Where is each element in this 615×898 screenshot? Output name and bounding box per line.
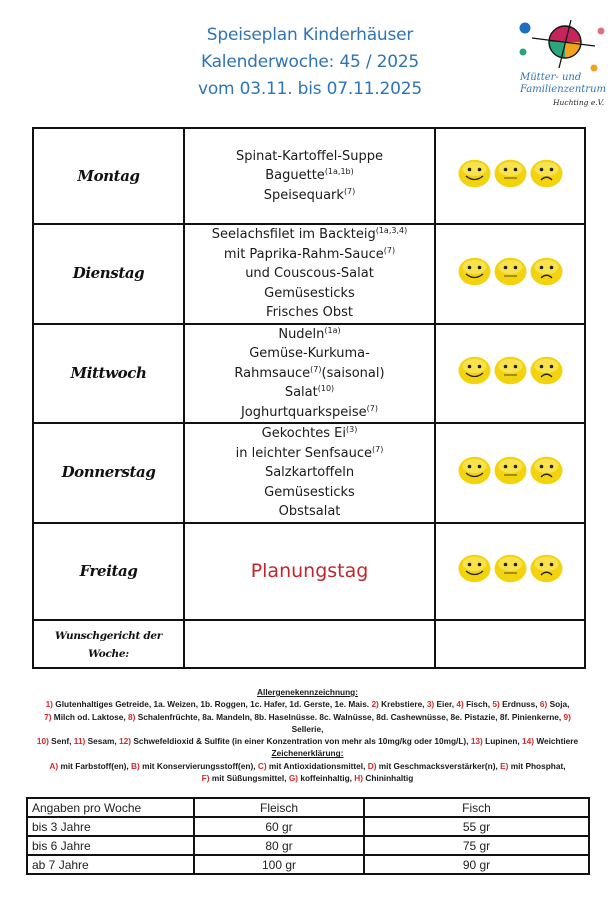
- wish-dish-label: Wunschgericht der Woche:: [54, 629, 163, 660]
- allergen-code: (1a): [324, 325, 341, 335]
- smiley-happy-icon[interactable]: [458, 456, 491, 490]
- legend-key: E): [500, 760, 509, 771]
- smiley-sad-icon[interactable]: [530, 356, 563, 390]
- dish-list: [185, 147, 434, 206]
- smiley-neutral-icon[interactable]: [494, 456, 527, 490]
- portion-header-cell: Angaben pro Woche: [27, 798, 194, 817]
- dish-item: [185, 186, 434, 206]
- legend-value: mit Konservierungsstoff(en),: [142, 760, 256, 771]
- dishes-cell: [184, 423, 435, 523]
- calendar-week: Kalenderwoche: 45 / 2025: [200, 52, 420, 72]
- day-cell: [33, 324, 184, 424]
- dish-note: (saisonal): [321, 365, 385, 381]
- day-cell: [33, 423, 184, 523]
- day-label: Montag: [77, 166, 140, 185]
- dishes-cell: [184, 324, 435, 424]
- dish-name: mit Paprika-Rahm-Sauce: [223, 246, 384, 262]
- legend-value: Eier,: [436, 699, 455, 710]
- dish-item: [185, 245, 434, 265]
- dish-item: [185, 225, 434, 245]
- smiley-neutral-icon[interactable]: [494, 159, 527, 193]
- legend-key: 7): [44, 711, 52, 722]
- legend-key: 11): [73, 736, 86, 747]
- portion-row: [27, 836, 589, 855]
- rating-smileys: [436, 456, 584, 490]
- dish-name: Speisequark: [263, 187, 344, 203]
- dish-name: Baguette: [265, 168, 325, 184]
- dish-name: Gemüse-Kurkuma-: [249, 346, 370, 361]
- portion-cell: ab 7 Jahre: [27, 855, 194, 874]
- wish-dish-row: [33, 620, 585, 668]
- dish-item: [185, 147, 434, 167]
- allergen-code: (7): [343, 186, 356, 196]
- legend-line: [0, 711, 615, 723]
- dish-item: [185, 303, 434, 323]
- day-label: Donnerstag: [61, 463, 156, 482]
- portion-row: [27, 817, 589, 836]
- rating-smileys: [436, 554, 584, 588]
- planning-day-label: Planungstag: [250, 560, 369, 582]
- dish-name: in leichter Senfsauce: [235, 445, 372, 461]
- dish-item: [185, 325, 434, 345]
- dish-item: [185, 344, 434, 364]
- legend-key: F): [201, 773, 210, 784]
- page-title: Speiseplan Kinderhäuser: [206, 25, 414, 45]
- legend-key: G): [288, 773, 299, 784]
- legend-line: [0, 698, 615, 710]
- portion-table: [26, 797, 590, 875]
- wish-dish-field[interactable]: [184, 620, 435, 668]
- legend-key: B): [131, 760, 140, 771]
- portion-cell: 90 gr: [364, 855, 589, 874]
- rating-cell: [435, 128, 585, 224]
- dish-item: [185, 424, 434, 444]
- dish-list: [185, 225, 434, 323]
- dish-name: Joghurtquarkspeise: [240, 404, 367, 420]
- portion-cell: 80 gr: [194, 836, 364, 855]
- dishes-cell: [184, 224, 435, 324]
- dishes-cell: [184, 128, 435, 224]
- portion-cell: bis 3 Jahre: [27, 817, 194, 836]
- dish-item: [185, 364, 434, 384]
- portion-row: [27, 855, 589, 874]
- menu-row-donnerstag: [33, 423, 585, 523]
- legend-value: mit Geschmacksverstärker(n),: [378, 760, 498, 771]
- legend-value: Erdnuss,: [502, 699, 538, 710]
- dish-item: [185, 502, 434, 522]
- smiley-happy-icon[interactable]: [458, 257, 491, 291]
- allergen-code: (7): [366, 403, 379, 413]
- dish-name: Salat: [284, 385, 318, 400]
- menu-row-mittwoch: [33, 324, 585, 424]
- dish-name: Nudeln: [278, 326, 325, 342]
- portion-cell: 60 gr: [194, 817, 364, 836]
- dish-item: [185, 166, 434, 186]
- portion-cell: 100 gr: [194, 855, 364, 874]
- legend-key: H): [354, 773, 364, 784]
- smiley-happy-icon[interactable]: [458, 554, 491, 588]
- smiley-sad-icon[interactable]: [530, 257, 563, 291]
- legend-value: Glutenhaltiges Getreide, 1a. Weizen, 1b. Roggen, 1c. Hafer, 1d. Gerste, 1e. Mais.: [55, 699, 370, 710]
- smiley-neutral-icon[interactable]: [494, 554, 527, 588]
- organization-logo: [515, 18, 610, 118]
- document-header: [150, 22, 470, 103]
- allergen-code: (1a,3,4): [375, 226, 408, 235]
- legend-value: Milch od. Laktose,: [53, 711, 126, 722]
- legend-key: A): [49, 760, 59, 771]
- day-label: Dienstag: [72, 264, 145, 283]
- day-cell: [33, 128, 184, 224]
- dish-name: Obstsalat: [278, 504, 341, 519]
- legend-key: 10): [36, 736, 49, 747]
- allergen-code: (3): [345, 425, 358, 434]
- day-label: Freitag: [79, 561, 138, 580]
- legend-key: 4): [456, 699, 464, 710]
- logo-text-line1: Mütter- und: [520, 72, 582, 83]
- menu-row-dienstag: [33, 224, 585, 324]
- legend-value: Senf,: [51, 736, 72, 747]
- day-label: Mittwoch: [70, 363, 147, 382]
- wish-rating-field[interactable]: [435, 620, 585, 668]
- allergen-heading: Allergenekennzeichnung:: [257, 687, 358, 697]
- dish-list: [185, 424, 434, 522]
- dish-item: [185, 284, 434, 304]
- portion-header-cell: Fisch: [364, 798, 589, 817]
- legend-line: [0, 735, 615, 747]
- legend-key: C): [257, 760, 267, 771]
- smiley-happy-icon[interactable]: [458, 159, 491, 193]
- dish-item: [185, 264, 434, 284]
- dish-item: [185, 483, 434, 503]
- legend-line: [0, 760, 615, 772]
- smiley-sad-icon[interactable]: [530, 456, 563, 490]
- logo-text-line3: Huchting e.V.: [553, 98, 605, 107]
- portion-cell: bis 6 Jahre: [27, 836, 194, 855]
- rating-smileys: [436, 356, 584, 390]
- legend-key: 13): [470, 736, 483, 747]
- smiley-sad-icon[interactable]: [530, 554, 563, 588]
- logo-text-line2: Familienzentrum: [520, 84, 607, 95]
- legend-value: Soja,: [549, 699, 570, 710]
- weekly-menu-table: [32, 127, 586, 669]
- legend-value: mit Süßungsmittel,: [211, 773, 287, 784]
- rating-smileys: [436, 257, 584, 291]
- legend-key: 1): [45, 699, 53, 710]
- rating-cell: [435, 324, 585, 424]
- legend-key: 2): [371, 699, 379, 710]
- dish-item: [185, 444, 434, 464]
- dish-name: Seelachsfilet im Backteig: [211, 227, 376, 242]
- portion-header-row: [27, 798, 589, 817]
- allergen-legend: [0, 686, 615, 784]
- logo-circle-icon: [515, 18, 610, 78]
- legend-key: 12): [119, 736, 132, 747]
- legend-value: Sellerie,: [291, 723, 324, 734]
- legend-key: 8): [128, 711, 136, 722]
- dish-item: [185, 463, 434, 483]
- wish-label-cell: [33, 620, 184, 668]
- day-cell: [33, 224, 184, 324]
- legend-value: mit Antioxidationsmittel,: [268, 760, 366, 771]
- legend-value: koffeinhaltig,: [300, 773, 352, 784]
- allergen-code: (10): [317, 384, 335, 393]
- legend-value: Sesam,: [87, 736, 117, 747]
- smiley-neutral-icon[interactable]: [494, 257, 527, 291]
- allergen-code: (1a,1b): [324, 167, 354, 177]
- rating-smileys: [436, 159, 584, 193]
- dish-name: Gekochtes Ei: [261, 426, 346, 441]
- dish-name: und Couscous-Salat: [245, 266, 374, 281]
- dish-name: Gemüsesticks: [264, 285, 355, 301]
- sign-heading: Zeichenerklärung:: [271, 748, 344, 759]
- dish-name: Spinat-Kartoffel-Suppe: [235, 148, 384, 164]
- legend-value: Krebstiere,: [381, 699, 425, 710]
- rating-cell: [435, 423, 585, 523]
- legend-value: Fisch,: [466, 699, 491, 710]
- legend-key: 14): [522, 736, 535, 747]
- legend-key: D): [367, 760, 377, 771]
- portion-cell: 75 gr: [364, 836, 589, 855]
- dishes-cell: [184, 523, 435, 620]
- legend-key: 6): [539, 699, 548, 710]
- legend-value: Weichtiere: [536, 736, 579, 747]
- dish-name: Frisches Obst: [266, 305, 353, 320]
- rating-cell: [435, 523, 585, 620]
- legend-value: mit Phosphat,: [510, 760, 566, 771]
- legend-value: Schalenfrüchte, 8a. Mandeln, 8b. Haselnüsse. 8c. Walnüsse, 8d. Cashewnüsse, 8e. Pistazie, 8f. Pinienkerne,: [137, 711, 562, 722]
- smiley-sad-icon[interactable]: [530, 159, 563, 193]
- dish-name: Salzkartoffeln: [264, 465, 355, 480]
- legend-key: 9): [563, 711, 571, 722]
- smiley-neutral-icon[interactable]: [494, 356, 527, 390]
- allergen-code: (7): [372, 444, 384, 454]
- allergen-code: (7): [383, 245, 396, 255]
- menu-row-montag: [33, 128, 585, 224]
- dish-name: Rahmsauce: [234, 365, 311, 381]
- dish-name: Gemüsesticks: [264, 484, 355, 500]
- day-cell: [33, 523, 184, 620]
- dish-item: [185, 403, 434, 423]
- date-range: vom 03.11. bis 07.11.2025: [197, 79, 422, 99]
- portion-header-cell: Fleisch: [194, 798, 364, 817]
- portion-cell: 55 gr: [364, 817, 589, 836]
- legend-value: Lupinen,: [485, 736, 520, 747]
- legend-line: [0, 772, 615, 784]
- smiley-happy-icon[interactable]: [458, 356, 491, 390]
- legend-value: Chininhaltig: [365, 773, 414, 784]
- legend-line: [0, 723, 615, 735]
- legend-key: 5): [492, 699, 500, 710]
- legend-key: 3): [426, 699, 435, 710]
- dish-list: [185, 325, 434, 423]
- legend-value: Schwefeldioxid & Sulfite (in einer Konzentration von mehr als 10mg/kg oder 10mg/L),: [133, 736, 469, 747]
- rating-cell: [435, 224, 585, 324]
- legend-value: mit Farbstoff(en),: [60, 760, 129, 771]
- menu-row-freitag: [33, 523, 585, 620]
- dish-item: [185, 383, 434, 403]
- allergen-code: (7): [310, 364, 322, 374]
